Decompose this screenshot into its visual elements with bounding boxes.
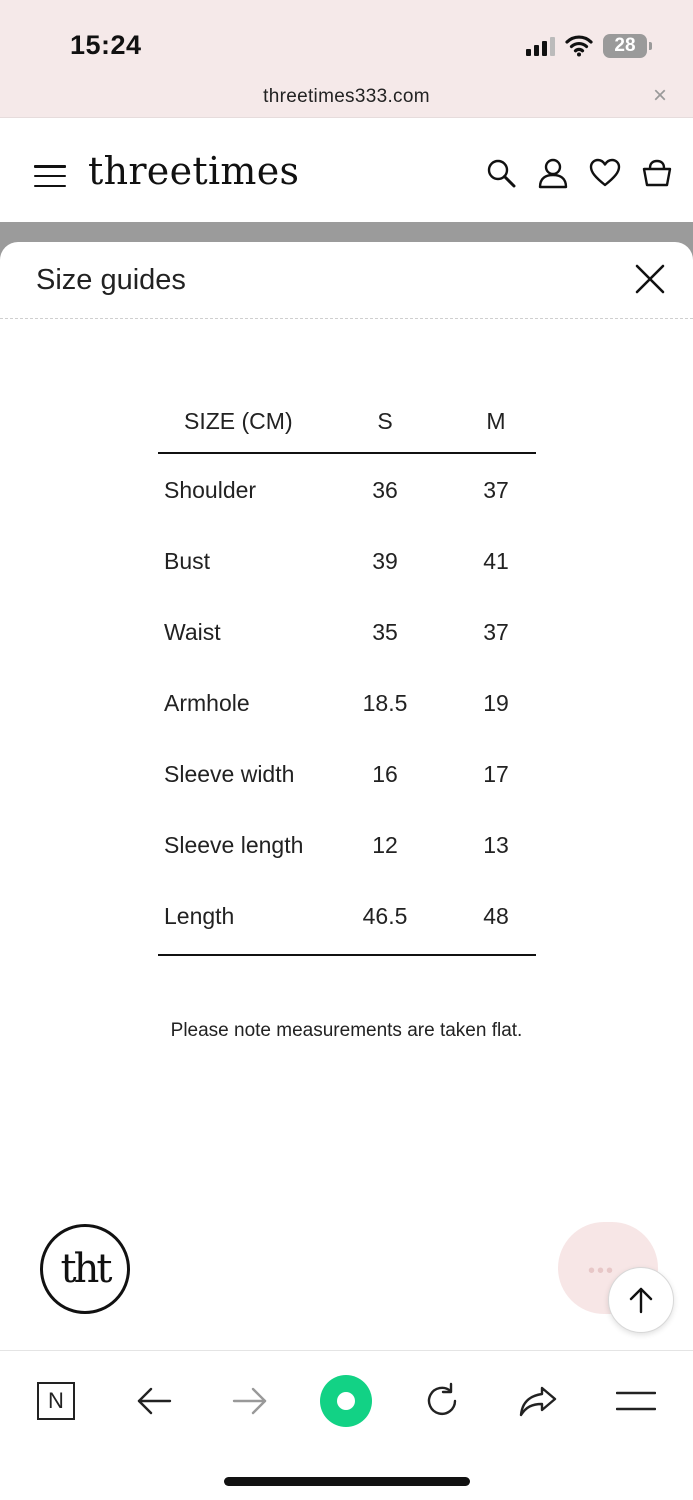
measurement-note: Please note measurements are taken flat. bbox=[170, 1020, 523, 1041]
table-header-size: SIZE (CM) bbox=[184, 407, 293, 434]
row-value-s: 46.5 bbox=[362, 903, 408, 929]
status-time: 15:24 bbox=[70, 30, 142, 60]
back-arrow-icon[interactable] bbox=[126, 1373, 182, 1429]
row-value-s: 12 bbox=[372, 832, 398, 858]
table-row bbox=[158, 881, 536, 952]
chat-dots: ••• bbox=[588, 1260, 616, 1282]
wishlist-icon[interactable] bbox=[589, 157, 621, 189]
row-value-m: 13 bbox=[483, 832, 509, 858]
table-row bbox=[158, 526, 536, 597]
wifi-icon bbox=[565, 35, 593, 57]
row-label: Length bbox=[164, 903, 235, 929]
signal-icon bbox=[526, 36, 555, 56]
scroll-top-button[interactable] bbox=[608, 1267, 674, 1333]
site-header bbox=[0, 119, 693, 222]
row-value-m: 17 bbox=[483, 761, 509, 787]
share-icon[interactable] bbox=[510, 1373, 566, 1429]
status-icons bbox=[526, 32, 647, 60]
forward-arrow-icon[interactable] bbox=[222, 1373, 278, 1429]
row-value-m: 37 bbox=[483, 619, 509, 645]
table-row bbox=[158, 739, 536, 810]
tht-badge-logo[interactable]: tht bbox=[40, 1224, 130, 1314]
battery-level: 28 bbox=[614, 35, 636, 56]
table-row bbox=[158, 597, 536, 668]
row-label: Armhole bbox=[164, 690, 250, 716]
table-header-m: M bbox=[486, 407, 506, 434]
table-body bbox=[158, 454, 536, 956]
row-value-s: 16 bbox=[372, 761, 398, 787]
row-value-s: 35 bbox=[372, 619, 398, 645]
sheet-divider bbox=[0, 318, 693, 319]
arrow-up-icon bbox=[627, 1285, 655, 1315]
row-value-s: 39 bbox=[372, 548, 398, 574]
home-indicator[interactable] bbox=[224, 1477, 470, 1486]
reload-icon[interactable] bbox=[414, 1373, 470, 1429]
header-icons bbox=[485, 157, 673, 189]
close-icon[interactable] bbox=[633, 262, 667, 296]
row-value-s: 18.5 bbox=[362, 690, 408, 716]
url-close-icon[interactable]: × bbox=[652, 82, 667, 109]
row-value-m: 48 bbox=[483, 903, 509, 929]
table-header-s: S bbox=[377, 407, 393, 434]
account-icon[interactable] bbox=[537, 157, 569, 189]
url-domain[interactable]: threetimes333.com bbox=[263, 86, 430, 107]
row-label: Shoulder bbox=[164, 477, 257, 503]
cart-icon[interactable] bbox=[641, 157, 673, 189]
n-app-label: N bbox=[37, 1382, 75, 1420]
size-table bbox=[158, 390, 536, 956]
row-label: Sleeve length bbox=[164, 832, 304, 858]
home-dot-icon[interactable] bbox=[318, 1373, 374, 1429]
row-value-m: 41 bbox=[483, 548, 509, 574]
browser-top-chrome bbox=[0, 0, 693, 118]
size-guide-sheet bbox=[0, 242, 693, 1350]
row-value-s: 36 bbox=[372, 477, 398, 503]
n-app-icon[interactable] bbox=[28, 1373, 84, 1429]
table-row bbox=[158, 810, 536, 881]
search-icon[interactable] bbox=[485, 157, 517, 189]
site-logo[interactable]: threetimes bbox=[88, 149, 300, 193]
row-value-m: 37 bbox=[483, 477, 509, 503]
row-value-m: 19 bbox=[483, 690, 509, 716]
battery-icon bbox=[603, 34, 647, 58]
table-row bbox=[158, 668, 536, 739]
row-label: Sleeve width bbox=[164, 761, 295, 787]
browser-toolbar bbox=[0, 1350, 693, 1500]
table-header-row bbox=[158, 390, 536, 454]
row-label: Waist bbox=[164, 619, 221, 645]
row-label: Bust bbox=[164, 548, 211, 574]
menu-icon[interactable] bbox=[34, 165, 66, 187]
sheet-title: Size guides bbox=[36, 264, 186, 296]
table-row bbox=[158, 455, 536, 526]
menu-lines-icon[interactable] bbox=[608, 1373, 664, 1429]
